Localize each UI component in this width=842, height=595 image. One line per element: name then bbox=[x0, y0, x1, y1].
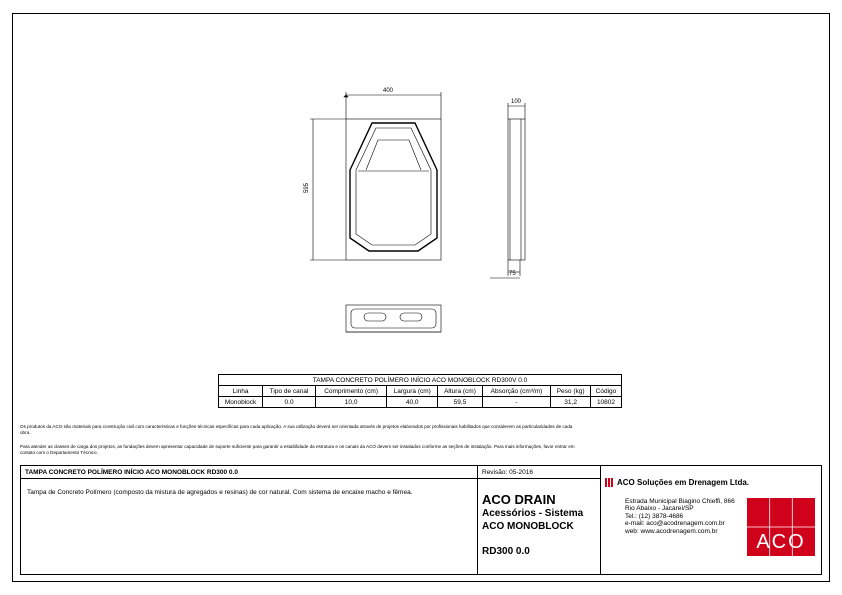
dim-side-top: 100 bbox=[511, 99, 522, 105]
product-title: ACO DRAIN bbox=[482, 492, 556, 507]
product-line-1: Acessórios - Sistema bbox=[482, 508, 584, 519]
note-installation: Para atender as classes de carga dos projetos, as fundações devem apresentar capacidade de suporte suficiente para garantir a estabilidade da estrutura e os canais da ACO devem ser instalados conforme as seções de instalação. Para mais informações, favor entrar em contato com o Departamento Técnico. bbox=[20, 444, 575, 455]
dim-width: 400 bbox=[383, 88, 394, 94]
product-panel bbox=[478, 466, 601, 574]
dim-side-bottom: 75 bbox=[509, 271, 516, 277]
aco-logo bbox=[747, 498, 815, 556]
side-view bbox=[490, 103, 525, 278]
company-panel bbox=[601, 466, 821, 574]
aco-bars-icon bbox=[605, 478, 613, 487]
address-line-1: Estrada Municipal Biagino Chieffi, 866 bbox=[625, 498, 735, 505]
address-line-2: Rio Abaixo - Jacareí/SP bbox=[625, 505, 694, 513]
header-comprimento: Comprimento (cm) bbox=[316, 386, 387, 397]
website: web: www.acodrenagem.com.br bbox=[625, 527, 718, 535]
header-peso: Peso (kg) bbox=[551, 386, 591, 397]
header-absorcao: Absorção (cm³/m) bbox=[482, 386, 551, 397]
company-name-text: ACO Soluções em Drenagem Ltda. bbox=[617, 478, 750, 487]
cell-altura: 59,5 bbox=[438, 397, 482, 408]
header-codigo: Código bbox=[590, 386, 621, 397]
revision: Revisão: 05-2016 bbox=[478, 466, 600, 479]
description-text: Tampa de Concreto Polímero (composto da mistura de agregados e resinas) de cor natural. Com sistema de encaixe macho e fêmea. bbox=[27, 489, 413, 496]
cell-comprimento: 10,0 bbox=[316, 397, 387, 408]
company-address bbox=[625, 498, 735, 535]
cell-largura: 40,0 bbox=[387, 397, 438, 408]
product-code: RD300 0.0 bbox=[482, 546, 530, 557]
header-largura: Largura (cm) bbox=[387, 386, 438, 397]
spec-table bbox=[218, 374, 622, 408]
cell-linha: Monoblock bbox=[219, 397, 263, 408]
cell-peso: 31,2 bbox=[551, 397, 591, 408]
product-line-2: ACO MONOBLOCK bbox=[482, 521, 574, 532]
cell-tipo: 0.0 bbox=[263, 397, 316, 408]
header-linha: Linha bbox=[219, 386, 263, 397]
spec-title: TAMPA CONCRETO POLÍMERO INÍCIO ACO MONOBLOCK RD300V 0.0 bbox=[219, 375, 622, 386]
description-title: TAMPA CONCRETO POLÍMERO INÍCIO ACO MONOBLOCK RD300 0.0 bbox=[21, 466, 477, 479]
logo-text: ACO bbox=[756, 531, 806, 553]
header-tipo: Tipo de canal bbox=[263, 386, 316, 397]
header-altura: Altura (cm) bbox=[438, 386, 482, 397]
cell-absorcao: - bbox=[482, 397, 551, 408]
top-view bbox=[346, 305, 441, 332]
email: e-mail: aco@acodrenagem.com.br bbox=[625, 520, 725, 528]
description-panel bbox=[21, 466, 478, 574]
cell-codigo: 10802 bbox=[590, 397, 621, 408]
title-block bbox=[20, 465, 822, 575]
phone: Tel.: (12) 3878-4686 bbox=[625, 512, 684, 520]
company-name bbox=[605, 478, 749, 487]
front-view bbox=[310, 92, 441, 260]
dim-height: 595 bbox=[304, 182, 310, 193]
note-usage: Os produtos da ACO são materiais para construção civil com características e funções técnicas específicas para cada aplicação. A sua utilização deverá ser orientada através de projetos elaborados por profissionais habilitados que considerem as particularidades de cada obra. bbox=[20, 424, 573, 435]
